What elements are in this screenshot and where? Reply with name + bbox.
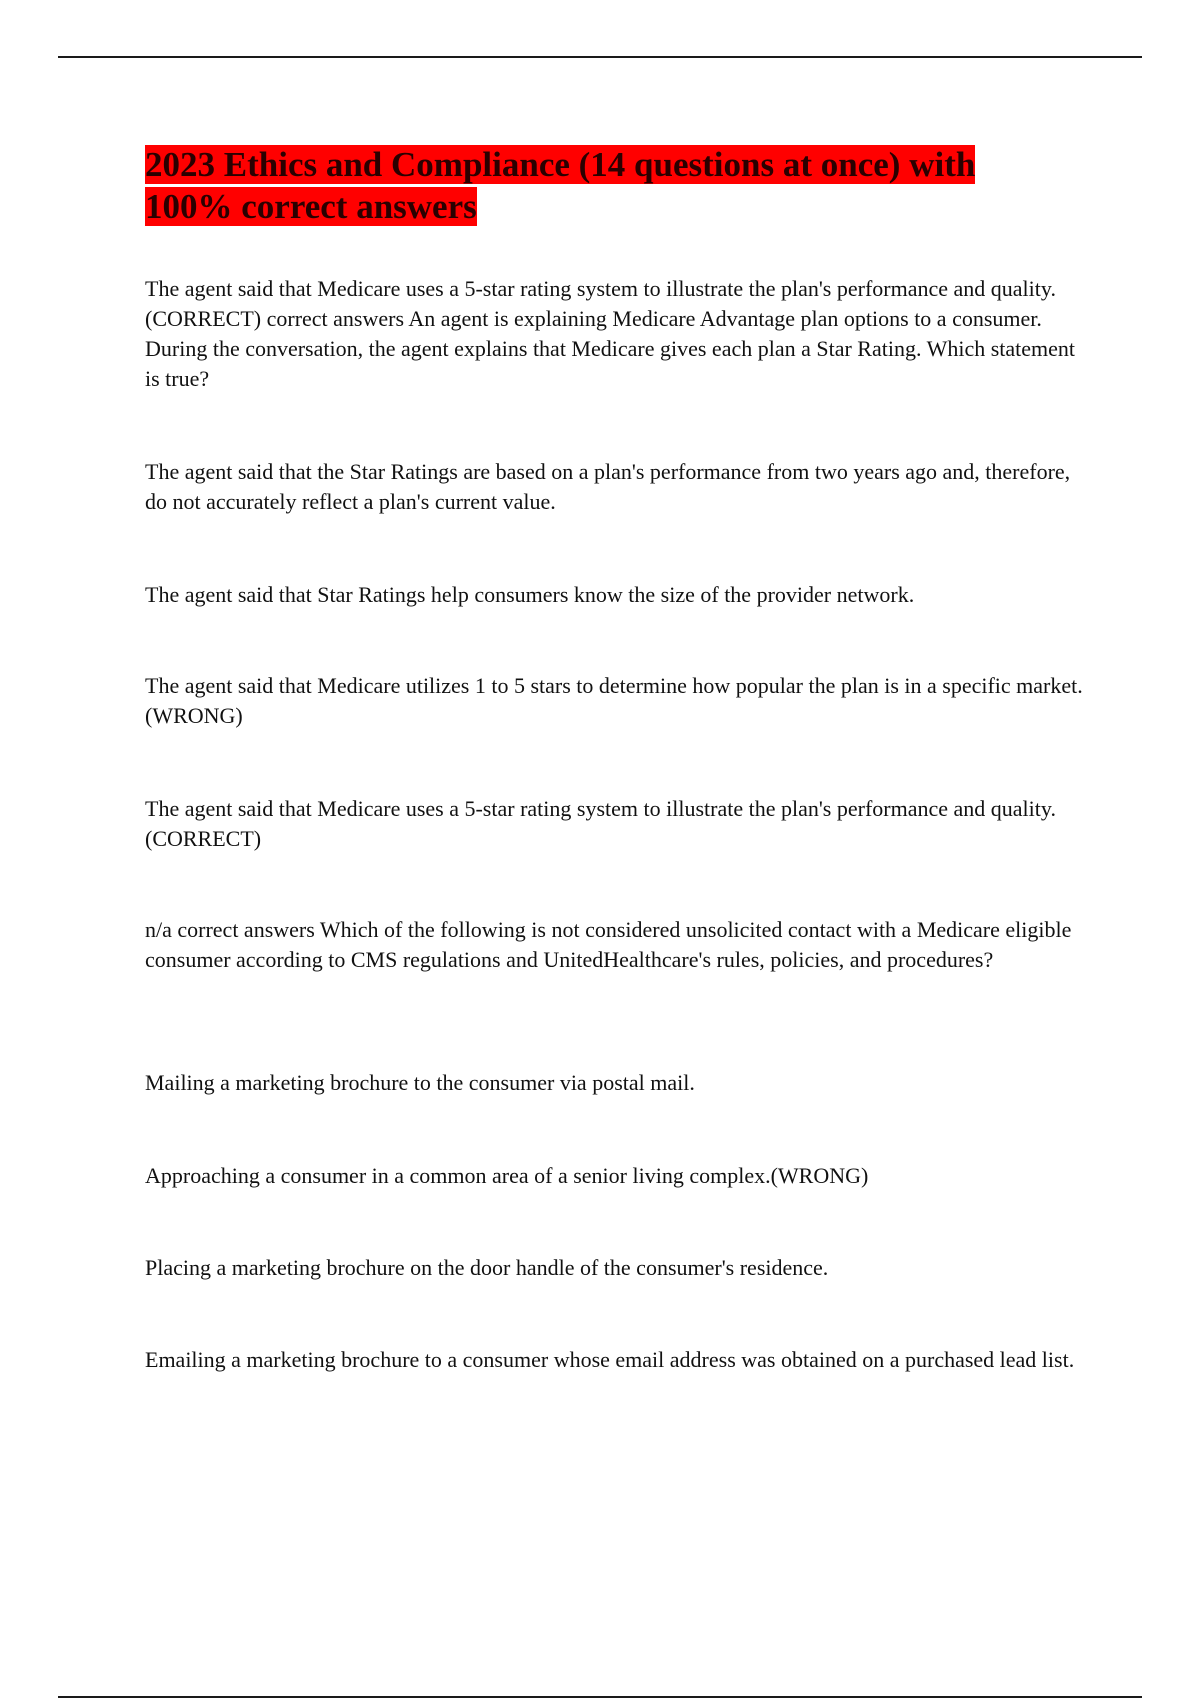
paragraph-answer-option: The agent said that Star Ratings help consumers know the size of the provider network. (145, 582, 915, 607)
header-rule (58, 56, 1142, 58)
footer-rule (58, 1696, 1142, 1698)
paragraph-answer-option: Mailing a marketing brochure to the consumer via postal mail. (145, 1070, 695, 1095)
paragraph-question-1: The agent said that Medicare uses a 5-star rating system to illustrate the plan's performance and quality. (CORRECT) correct answers An agent is explaining Medicare Advantage plan options to a consumer. During the conversation, the agent explains that Medicare gives each plan a Star Rating. Which statement is true? (145, 276, 1076, 391)
paragraph-answer-option: Approaching a consumer in a common area of a senior living complex.(WRONG) (145, 1163, 869, 1188)
paragraph-answer-option: The agent said that Medicare uses a 5-star rating system to illustrate the plan's performance and quality.(CORRECT) (145, 796, 1056, 851)
title-highlight: 2023 Ethics and Compliance (14 questions at once) with 100% correct answers (145, 145, 976, 226)
paragraph-answer-option: Emailing a marketing brochure to a consumer whose email address was obtained on a purchased lead list. (145, 1347, 1075, 1372)
paragraph-answer-option: The agent said that the Star Ratings are based on a plan's performance from two years ago and, therefore, do not accurately reflect a plan's current value. (145, 459, 1071, 514)
paragraph-answer-option: The agent said that Medicare utilizes 1 to 5 stars to determine how popular the plan is in a specific market.(WRONG) (145, 673, 1083, 728)
page-title (145, 144, 1045, 228)
paragraph-question-2: n/a correct answers Which of the following is not considered unsolicited contact with a Medicare eligible consumer according to CMS regulations and UnitedHealthcare's rules, policies, and procedures? (145, 917, 1072, 972)
paragraph-answer-option: Placing a marketing brochure on the door handle of the consumer's residence. (145, 1255, 829, 1280)
